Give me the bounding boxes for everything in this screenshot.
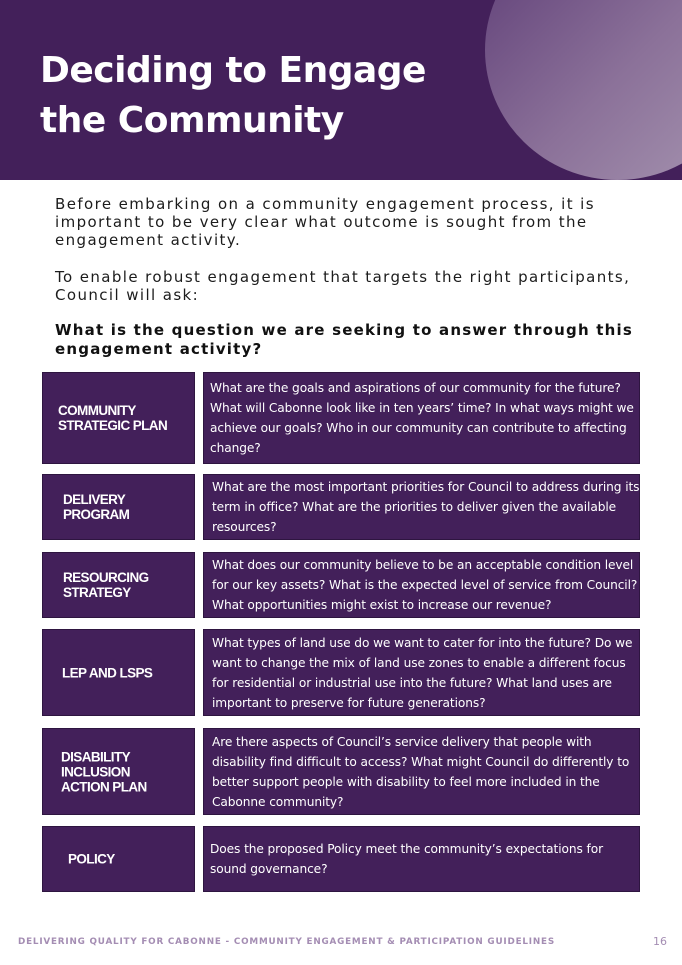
table-row-resourcing-strategy (42, 552, 640, 618)
row-description: What does our community believe to be an acceptable condition level for our key assets? What is the expected level of service from Council? What opportunities might exist to increase our revenue? (212, 558, 638, 612)
decorative-circle (485, 0, 682, 180)
row-description-cell (203, 629, 640, 716)
row-description-cell (203, 474, 640, 540)
row-label: DISABILITY INCLUSION ACTION PLAN (61, 749, 147, 794)
table-row-delivery-program (42, 474, 640, 540)
table-row-disability-inclusion-action-plan (42, 728, 640, 815)
page-title: Deciding to Engage the Community (40, 50, 426, 141)
row-description: What are the most important priorities for Council to address during its term in office? What are the priorities to deliver given the available resources? (212, 480, 640, 534)
row-description-cell (203, 728, 640, 815)
row-description-cell (203, 372, 640, 464)
row-description: Does the proposed Policy meet the community’s expectations for sound governance? (210, 842, 603, 876)
page-header (0, 0, 682, 180)
row-label: RESOURCING STRATEGY (63, 570, 149, 600)
row-description-cell (203, 552, 640, 618)
row-description: Are there aspects of Council’s service delivery that people with disability find difficult to access? What might Council do differently to better support people with disability to feel more included in the Cabonne community? (212, 734, 630, 809)
row-label-cell (42, 474, 195, 540)
row-description: What are the goals and aspirations of our community for the future? What will Cabonne look like in ten years’ time? In what ways might we achieve our goals? Who in our community can contribute to affecting change? (210, 381, 634, 455)
footer-text: DELIVERING QUALITY FOR CABONNE - COMMUNITY ENGAGEMENT & PARTICIPATION GUIDELINES (18, 937, 555, 947)
row-description-cell (203, 826, 640, 892)
row-label: LEP AND LSPS (62, 665, 153, 680)
table-row-lep-and-lsps (42, 629, 640, 716)
page-number: 16 (653, 935, 667, 948)
row-label: DELIVERY PROGRAM (63, 492, 130, 522)
row-description: What types of land use do we want to cater for into the future? Do we want to change the mix of land use zones to enable a different focus for residential or industrial use into the future? What land uses are important to preserve for future generations? (212, 635, 633, 710)
key-question: What is the question we are seeking to answer through this engagement activity? (55, 321, 633, 358)
row-label: COMMUNITY STRATEGIC PLAN (58, 403, 168, 433)
row-label-cell (42, 728, 195, 815)
intro-paragraph-1: Before embarking on a community engagement process, it is important to be very clear what outcome is sought from the engagement activity. (55, 195, 595, 249)
intro-paragraph-2: To enable robust engagement that targets the right participants, Council will ask: (55, 268, 631, 304)
table-row-policy (42, 826, 640, 892)
row-label-cell (42, 372, 195, 464)
table-row-community-strategic-plan (42, 372, 640, 464)
row-label-cell (42, 629, 195, 716)
row-label: POLICY (68, 851, 115, 867)
row-label-cell (42, 552, 195, 618)
row-label-cell (42, 826, 195, 892)
